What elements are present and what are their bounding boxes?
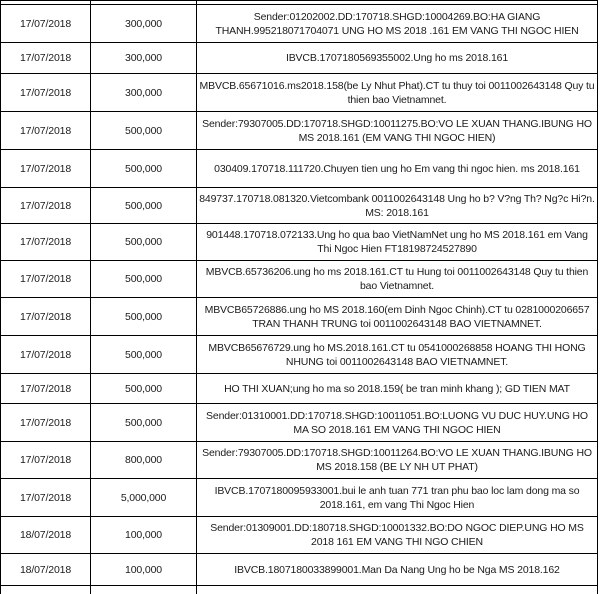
amount-cell: 500,000 [91, 404, 197, 442]
description-cell: MBVCB.65736206.ung ho ms 2018.161.CT tu Hung toi 0011002643148 Quy tu thien bao Vietnamnet. [197, 261, 598, 298]
description-cell: Sender:01202002.DD:170718.SHGD:10004269.BO:HA GIANG THANH.995218071704071 UNG HO MS 2018 .161 EM VANG THI NGOC HIEN [197, 5, 598, 43]
table-row [1, 224, 598, 261]
table-row [1, 74, 598, 112]
table-row [1, 479, 598, 517]
table-row [1, 261, 598, 298]
date-cell: 17/07/2018 [1, 374, 91, 404]
amount-cell: 500,000 [91, 150, 197, 188]
description-cell: Sender:01309001.DD:180718.SHGD:10001332.BO:DO NGOC DIEP.UNG HO MS 2018 161 EM VANG THI NGO CHIEN [197, 517, 598, 554]
amount-cell: 300,000 [91, 43, 197, 74]
date-cell: 17/07/2018 [1, 261, 91, 298]
description-cell: HO THI XUAN;ung ho ma so 2018.159( be tran minh khang ); GD TIEN MAT [197, 374, 598, 404]
table-row [1, 554, 598, 586]
table-row [1, 43, 598, 74]
description-cell [197, 586, 598, 594]
table-row [1, 5, 598, 43]
table-row [1, 404, 598, 442]
date-cell: 17/07/2018 [1, 74, 91, 112]
description-cell: MBVCB65676729.ung ho MS.2018.161.CT tu 0541000268858 HOANG THI HONG NHUNG toi 0011002643148 BAO VIETNAMNET. [197, 336, 598, 374]
table-row [1, 336, 598, 374]
date-cell: 17/07/2018 [1, 224, 91, 261]
table-row [1, 112, 598, 150]
date-cell: 17/07/2018 [1, 298, 91, 336]
amount-cell: 500,000 [91, 261, 197, 298]
description-cell: 849737.170718.081320.Vietcombank 0011002643148 Ung ho b? V?ng Th? Ng?c Hi?n. MS: 2018.161 [197, 188, 598, 224]
date-cell: 17/07/2018 [1, 43, 91, 74]
date-cell: 17/07/2018 [1, 479, 91, 517]
table-row [1, 374, 598, 404]
amount-cell [91, 586, 197, 594]
amount-cell: 500,000 [91, 336, 197, 374]
description-cell: 901448.170718.072133.Ung ho qua bao VietNamNet ung ho MS 2018.161 em Vang Thi Ngoc Hien FT18198724527890 [197, 224, 598, 261]
amount-cell: 300,000 [91, 5, 197, 43]
description-cell: IBVCB.1807180033899001.Man Da Nang Ung ho be Nga MS 2018.162 [197, 554, 598, 586]
description-cell: IBVCB.1707180095933001.bui le anh tuan 771 tran phu bao loc lam dong ma so 2018.161, em vang Thi Ngoc Hien [197, 479, 598, 517]
description-cell: MBVCB65726886.ung ho MS 2018.160(em Dinh Ngoc Chinh).CT tu 0281000206657 TRAN THANH TRUNG toi 0011002643148 BAO VIETNAMNET. [197, 298, 598, 336]
table-row [1, 298, 598, 336]
date-cell: 17/07/2018 [1, 112, 91, 150]
amount-cell: 100,000 [91, 517, 197, 554]
description-cell: MBVCB.65671016.ms2018.158(be Ly Nhut Phat).CT tu thuy toi 0011002643148 Quy tu thien bao Vietnamnet. [197, 74, 598, 112]
description-cell: Sender:79307005.DD:170718.SHGD:10011275.BO:VO LE XUAN THANG.IBUNG HO MS 2018.161 (EM VANG THI NGOC HIEN) [197, 112, 598, 150]
date-cell: 17/07/2018 [1, 442, 91, 479]
date-cell: 17/07/2018 [1, 404, 91, 442]
date-cell: 18/07/2018 [1, 517, 91, 554]
date-cell: 18/07/2018 [1, 554, 91, 586]
amount-cell: 100,000 [91, 554, 197, 586]
description-cell: 030409.170718.111720.Chuyen tien ung ho Em vang thi ngoc hien. ms 2018.161 [197, 150, 598, 188]
description-cell: Sender:01310001.DD:170718.SHGD:10011051.BO:LUONG VU DUC HUY.UNG HO MA SO 2018.161 EM VANG THI NGOC HIEN [197, 404, 598, 442]
amount-cell: 300,000 [91, 74, 197, 112]
amount-cell: 500,000 [91, 374, 197, 404]
amount-cell: 500,000 [91, 298, 197, 336]
table-row [1, 442, 598, 479]
description-cell: IBVCB.1707180569355002.Ung ho ms 2018.161 [197, 43, 598, 74]
amount-cell: 500,000 [91, 224, 197, 261]
partial-row-bottom [1, 586, 598, 594]
date-cell: 17/07/2018 [1, 150, 91, 188]
table-body [1, 1, 598, 594]
amount-cell: 500,000 [91, 112, 197, 150]
date-cell: 17/07/2018 [1, 5, 91, 43]
description-cell: Sender:79307005.DD:170718.SHGD:10011264.BO:VO LE XUAN THANG.IBUNG HO MS 2018.158 (BE LY NH UT PHAT) [197, 442, 598, 479]
amount-cell: 800,000 [91, 442, 197, 479]
date-cell: 17/07/2018 [1, 188, 91, 224]
date-cell: 17/07/2018 [1, 336, 91, 374]
table-row [1, 188, 598, 224]
amount-cell: 500,000 [91, 188, 197, 224]
table-row [1, 150, 598, 188]
table-row [1, 517, 598, 554]
amount-cell: 5,000,000 [91, 479, 197, 517]
date-cell [1, 586, 91, 594]
